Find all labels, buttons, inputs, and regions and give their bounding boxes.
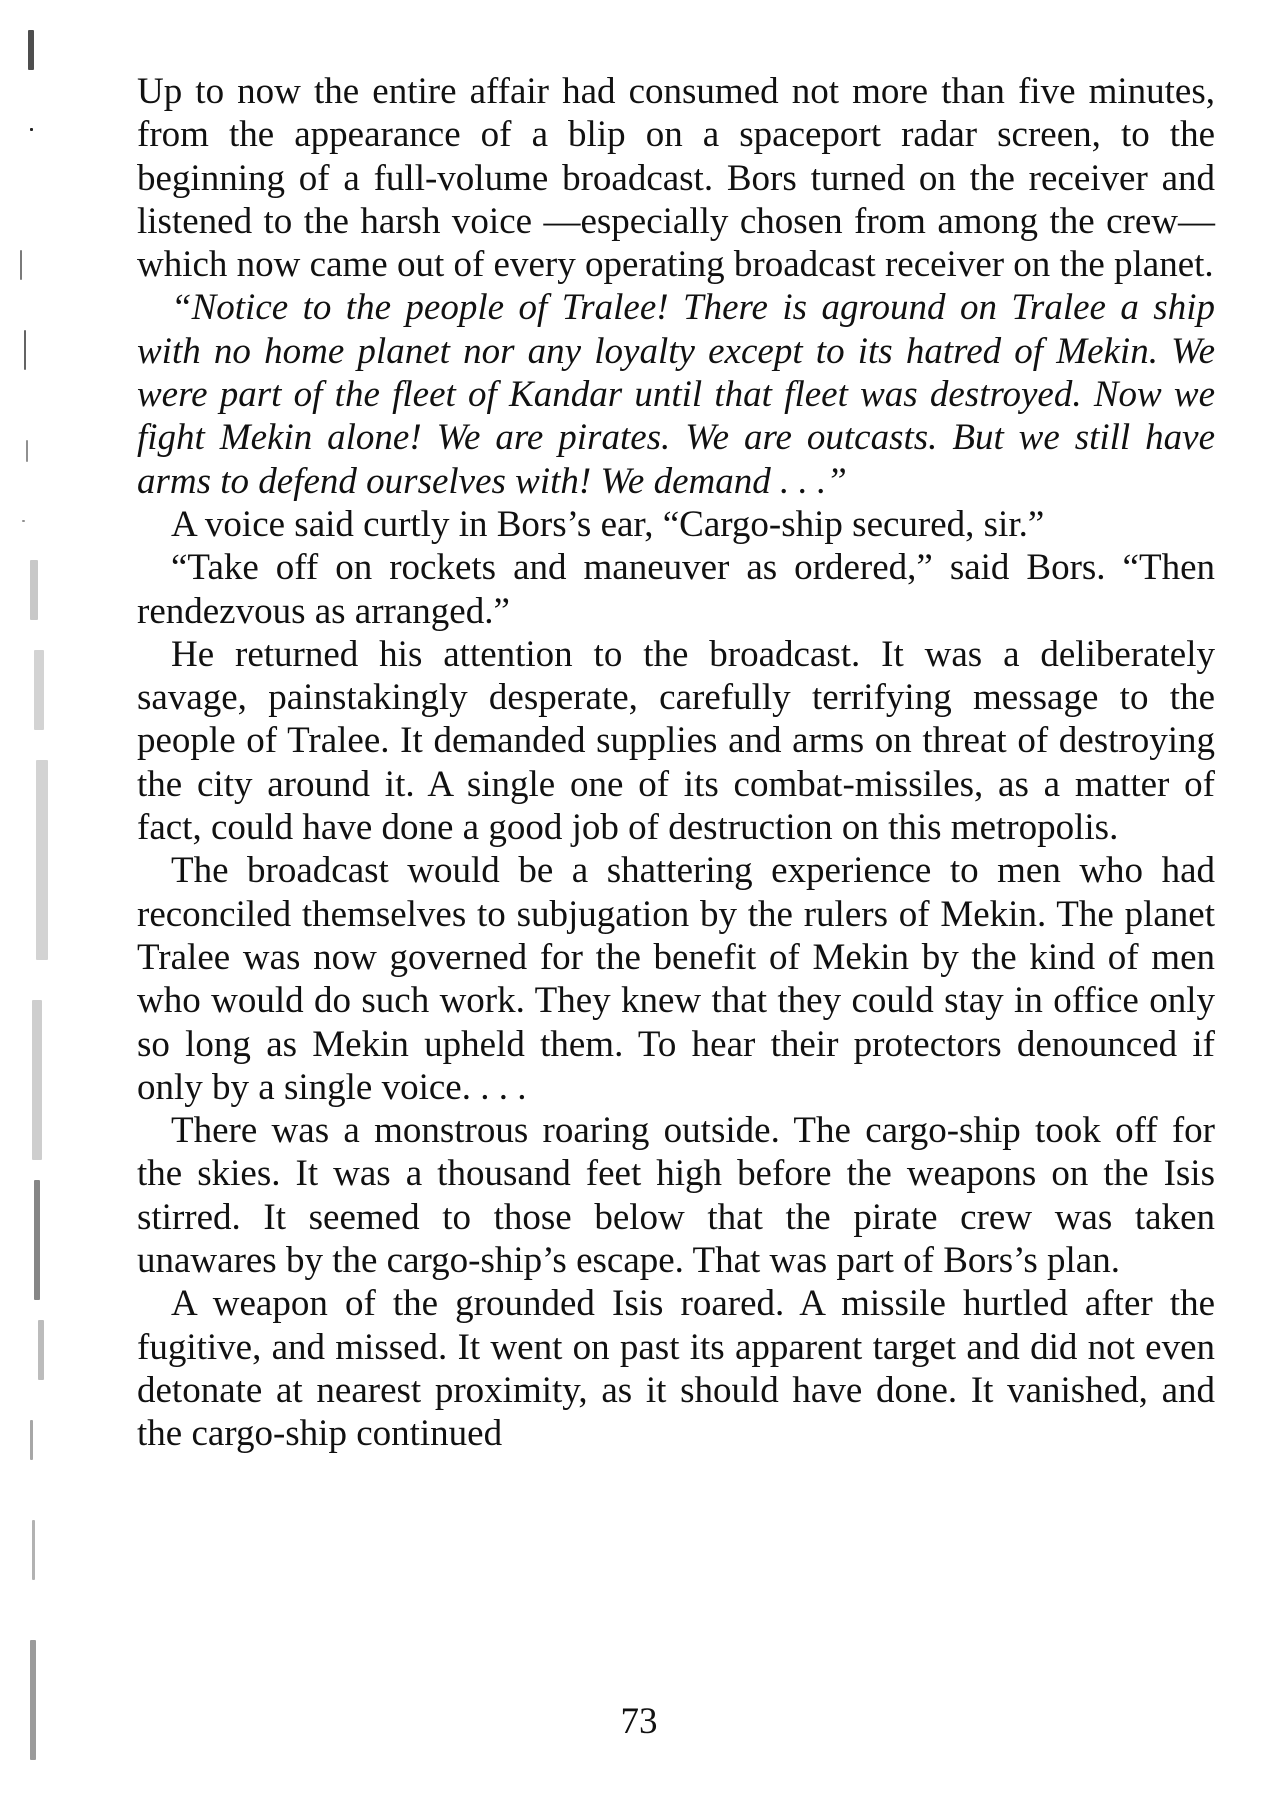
paragraph: A voice said curtly in Bors’s ear, “Cargo-ship secured, sir.” [171,503,1045,545]
paragraph: “Take off on rockets and maneuver as ordered,” said Bors. “Then rendezvous as arranged.” [137,547,1215,632]
binding-gutter-marks [0,0,90,1793]
paragraph-broadcast-quote: “Notice to the people of Tralee! There is aground on Tralee a ship with no home planet nor any loyalty except to its hatred of Mekin. We were part of the fleet of Kandar until that fleet was destroyed. Now we fight Mekin alone! We are pirates. We are outcasts. But we still have arms to defend ourselves with! We demand . . .” [137,287,1215,502]
body-text [137,70,1215,1456]
paragraph: There was a monstrous roaring outside. The cargo-ship took off for the skies. It was a thousand feet high before the weapons on the Isis stirred. It seemed to those below that the pirate crew was taken unawares by the cargo-ship’s escape. That was part of Bors’s plan. [137,1110,1215,1282]
paragraph: A weapon of the grounded Isis roared. A missile hurtled after the fugitive, and missed. It went on past its apparent target and did not even detonate at nearest proximity, as it should have done. It vanished, and the cargo-ship continued [137,1283,1215,1455]
paragraph: The broadcast would be a shattering experience to men who had reconciled themselves to subjugation by the rulers of Mekin. The planet Tralee was now governed for the benefit of Mekin by the kind of men who would do such work. They knew that they could stay in office only so long as Mekin upheld them. To hear their protectors denounced if only by a single voice. . . . [137,850,1215,1108]
paragraph: He returned his attention to the broadcast. It was a deliberately savage, painstakingly desperate, carefully terrifying message to the people of Tralee. It demanded supplies and arms on threat of destroying the city around it. A single one of its combat-missiles, as a matter of fact, could have done a good job of destruction on this metropolis. [137,633,1215,849]
paragraph: Up to now the entire affair had consumed not more than five minutes, from the appearance of a blip on a spaceport radar screen, to the beginning of a full-volume broadcast. Bors turned on the receiver and listened to the harsh voice —especially chosen from among the crew—which now came out of every operating broadcast receiver on the planet. [137,71,1215,286]
page-number: 73 [620,1701,658,1742]
